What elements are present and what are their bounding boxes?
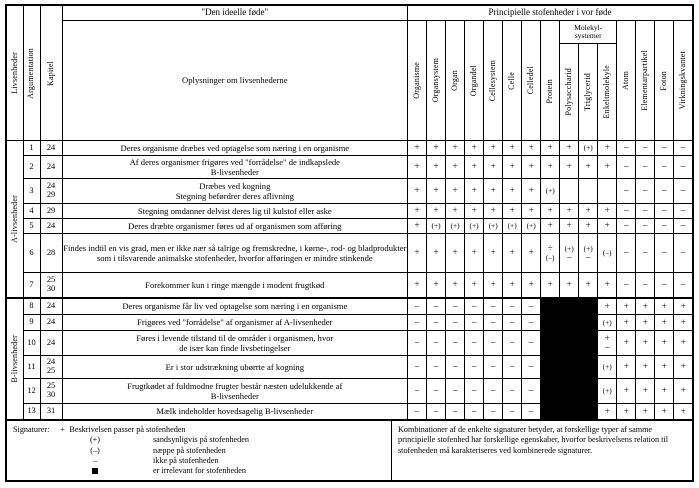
mark: + (617, 356, 636, 379)
mark-blocked (541, 315, 560, 331)
mark: + (465, 234, 484, 273)
legend-row (13, 466, 385, 476)
row-kapitel: 25 30 (40, 273, 62, 299)
mark: + (598, 404, 617, 421)
mark: – (503, 379, 522, 404)
mark: – (636, 179, 655, 204)
mark: + (636, 404, 655, 421)
mark: – (617, 156, 636, 179)
mark-blocked (541, 379, 560, 404)
mark: (+) (503, 219, 522, 234)
mark: – (408, 356, 427, 379)
mark: – (408, 379, 427, 404)
mark: + (674, 404, 693, 421)
mark: + (465, 204, 484, 219)
mark: – (446, 379, 465, 404)
mark: + (617, 298, 636, 315)
mark: – (674, 204, 693, 219)
col-organdel: Organdel (465, 21, 484, 141)
header-row-top (6, 5, 693, 21)
row-no: 5 (23, 219, 40, 234)
row-text: Stegning omdanner delvist deres lig til kulstof eller aske (62, 204, 407, 219)
mark: – (427, 404, 446, 421)
mark: – (655, 156, 674, 179)
mark: + (636, 315, 655, 331)
row-no: 6 (23, 234, 40, 273)
mark: + (522, 141, 541, 156)
row-kapitel: 24 29 (40, 179, 62, 204)
mark: – (617, 141, 636, 156)
row-kapitel: 24 25 (40, 356, 62, 379)
row-no: 13 (23, 404, 40, 421)
mark: (+) (484, 219, 503, 234)
table-row (6, 315, 693, 331)
row-kapitel: 24 (40, 298, 62, 315)
row-no: 10 (23, 331, 40, 356)
mark: + (522, 179, 541, 204)
row-kapitel: 24 (40, 156, 62, 179)
mark: + (408, 273, 427, 299)
mark-blocked (579, 356, 598, 379)
mark: + (465, 179, 484, 204)
mark: + (541, 141, 560, 156)
legend-symbol: + (60, 425, 65, 434)
mark: – (503, 298, 522, 315)
mark: ÷ (–) (541, 234, 560, 273)
mark: – (427, 331, 446, 356)
mark-blocked (541, 298, 560, 315)
mark: + (674, 298, 693, 315)
legend-text: Beskrivelsen passer på stofenheden (69, 425, 186, 434)
header-kapitel: Kapitel (40, 5, 62, 141)
mark: – (636, 219, 655, 234)
mark: + (446, 204, 465, 219)
row-kapitel: 24 (40, 315, 62, 331)
mark: + (503, 204, 522, 219)
legend-text: ikke på stofenheden (153, 455, 219, 465)
table-row (6, 404, 693, 421)
mark: + (408, 141, 427, 156)
col-cellesystem: Cellesystem (484, 21, 503, 141)
mark: (+) (598, 356, 617, 379)
row-text: Findes indtil en vis grad, men er ikke nær så talrige og fremskredne, i kørne-, rod- og bladprodukter som i tilsvarende animalske stofenheder, hvorfor afføringen er mindre stinkende (62, 234, 407, 273)
mark: + (484, 273, 503, 299)
col-celledel: Celledel (522, 21, 541, 141)
mark: + (655, 379, 674, 404)
mark-blocked (579, 379, 598, 404)
mark: + (503, 156, 522, 179)
mark: + (636, 379, 655, 404)
legend-signatures (7, 421, 392, 480)
legend-row (13, 435, 385, 445)
row-text: Forekommer kun i ringe mængde i modent frugtkød (62, 273, 407, 299)
row-kapitel: 29 (40, 204, 62, 219)
col-organ: Organ (446, 21, 465, 141)
row-kapitel: 24 (40, 141, 62, 156)
mark: + (408, 234, 427, 273)
mark: + (636, 331, 655, 356)
mark: (+) (598, 379, 617, 404)
mark: + (408, 179, 427, 204)
mark: – (617, 273, 636, 299)
legend-row (13, 425, 385, 435)
mark: – (484, 331, 503, 356)
mark-blocked (579, 404, 598, 421)
mark: + (522, 234, 541, 273)
row-no: 1 (23, 141, 40, 156)
row-text: Er i stor udstrækning ubørrte af kogning (62, 356, 407, 379)
mark: (+) – (579, 234, 598, 273)
mark-blocked (579, 298, 598, 315)
col-polysaccharid: Polysaccharid (560, 44, 579, 141)
mark: + (446, 273, 465, 299)
mark: – (503, 356, 522, 379)
mark: – (674, 234, 693, 273)
mark: + (484, 156, 503, 179)
mark: + (427, 156, 446, 179)
mark: – (636, 156, 655, 179)
mark: – (465, 404, 484, 421)
mark: + (408, 204, 427, 219)
col-protein: Protein (541, 44, 560, 141)
mark: + (541, 204, 560, 219)
row-kapitel: 24 (40, 219, 62, 234)
mark: (+) (598, 315, 617, 331)
mark: (+) (446, 219, 465, 234)
header-argumentation: Argumentation (23, 5, 40, 141)
mark: + (617, 404, 636, 421)
mark: + (598, 141, 617, 156)
mark: – (408, 298, 427, 315)
table-row (6, 356, 693, 379)
mark: + (655, 356, 674, 379)
mark: + (541, 219, 560, 234)
mark (560, 179, 579, 204)
mark: (–) (598, 234, 617, 273)
mark: + (427, 273, 446, 299)
row-no: 4 (23, 204, 40, 219)
table-row (6, 234, 693, 273)
mark: – (655, 273, 674, 299)
mark: – (636, 141, 655, 156)
mark: – (617, 234, 636, 273)
mark: + (427, 234, 446, 273)
mark: + (484, 234, 503, 273)
mark: – (427, 315, 446, 331)
row-kapitel: 25 30 (40, 379, 62, 404)
mark: + (484, 179, 503, 204)
mark: – (484, 298, 503, 315)
mark: – (655, 234, 674, 273)
col-organisme: Organisme (408, 21, 427, 141)
row-no: 7 (23, 273, 40, 299)
mark: – (674, 273, 693, 299)
mark: + (674, 331, 693, 356)
mark-blocked (560, 315, 579, 331)
mark: – (408, 404, 427, 421)
mark: + (655, 404, 674, 421)
mark: + (484, 204, 503, 219)
mark: – (446, 404, 465, 421)
mark: + (617, 379, 636, 404)
legend-symbol: (+) (89, 435, 101, 445)
mark: + (598, 156, 617, 179)
mark-blocked (541, 404, 560, 421)
row-kapitel: 28 (40, 234, 62, 273)
header-ideelle-fode: "Den ideelle føde" (62, 5, 407, 21)
mark: – (617, 179, 636, 204)
mark: – (446, 298, 465, 315)
mark: – (674, 156, 693, 179)
table-row (6, 179, 693, 204)
row-no: 12 (23, 379, 40, 404)
mark: + (541, 273, 560, 299)
mark: – (674, 179, 693, 204)
col-elementarpartikel: Elementarpartikel (636, 21, 655, 141)
table-row (6, 204, 693, 219)
mark: – (617, 219, 636, 234)
col-atom: Atom (617, 21, 636, 141)
mark: + (598, 273, 617, 299)
col-celle: Celle (503, 21, 522, 141)
mark: (+) (427, 219, 446, 234)
row-text: Frigøres ved "forrådelse" af organismer af A-livsenheder (62, 315, 407, 331)
legend-note: Kombinationer af de enkelte signaturer betyder, at forskellige typer af samme principielle stofenhed har forskellige egenskaber, hvorfor beskrivelsens relation til stofenheden må karakteriseres ved kombinerede signaturer. (398, 425, 668, 455)
mark: – (503, 331, 522, 356)
group-b-label: B-livsenheder (6, 298, 23, 420)
mark-blocked (560, 379, 579, 404)
main-table (5, 4, 694, 421)
mark: – (484, 315, 503, 331)
mark (579, 179, 598, 204)
row-text: Føres i levende tilstand til de områder i organismen, hvor de især kan finde livsbetingelser (62, 331, 407, 356)
row-no: 3 (23, 179, 40, 204)
mark: + (674, 356, 693, 379)
legend-symbol: (–) (90, 445, 100, 455)
mark: + (655, 331, 674, 356)
mark: + (522, 273, 541, 299)
mark: – (427, 379, 446, 404)
group-a-label: A-livsenheder (6, 141, 23, 299)
legend-text: næppe på stofenheden (153, 445, 226, 455)
row-no: 8 (23, 298, 40, 315)
mark: + (408, 156, 427, 179)
mark: – (636, 234, 655, 273)
row-text: Dræbes ved kogning Stegning beførdrer deres aflivning (62, 179, 407, 204)
mark: – (655, 219, 674, 234)
mark: – (503, 404, 522, 421)
mark: + (465, 156, 484, 179)
table-row (6, 156, 693, 179)
mark-blocked (560, 298, 579, 315)
mark: + (446, 234, 465, 273)
row-text: Deres dræbte organismer føres ud af organismen som afføring (62, 219, 407, 234)
mark: – (522, 331, 541, 356)
mark: + (446, 179, 465, 204)
mark: – (465, 356, 484, 379)
legend-symbol: Signaturer: (13, 425, 50, 434)
row-kapitel: 31 (40, 404, 62, 421)
row-text: Mælk indeholder hovedsagelig B-livsenheder (62, 404, 407, 421)
mark: – (503, 315, 522, 331)
mark: + (560, 141, 579, 156)
mark: + (465, 273, 484, 299)
legend-row (13, 446, 385, 456)
mark: + – (598, 331, 617, 356)
mark: – (522, 379, 541, 404)
mark (598, 179, 617, 204)
row-text: Frugtkødet af fuldmodne frugter består næsten udelukkende af B-livsenheder (62, 379, 407, 404)
mark: + (598, 204, 617, 219)
header-principielle: Principielle stofenheder i vor føde (408, 5, 693, 21)
mark: – (465, 331, 484, 356)
table-row (6, 273, 693, 299)
spacer-protein-top (541, 21, 560, 44)
row-kapitel: 24 (40, 331, 62, 356)
mark: – (636, 204, 655, 219)
mark: – (446, 331, 465, 356)
mark: – (427, 298, 446, 315)
mark: – (446, 356, 465, 379)
mark-blocked (560, 404, 579, 421)
mark-blocked (579, 331, 598, 356)
mark: + (636, 356, 655, 379)
mark: + (579, 156, 598, 179)
header-livsenheder: Livsenheder (6, 5, 23, 141)
mark: + (579, 273, 598, 299)
mark: + (579, 219, 598, 234)
mark: + (522, 156, 541, 179)
table-row (6, 379, 693, 404)
mark: – (522, 404, 541, 421)
legend-block (5, 421, 694, 482)
legend-text: er irrelevant for stofenheden (153, 466, 246, 475)
mark: + (427, 179, 446, 204)
mark: + (484, 141, 503, 156)
mark: + (674, 379, 693, 404)
mark: – (465, 379, 484, 404)
mark-blocked (560, 331, 579, 356)
table-row (6, 331, 693, 356)
mark: (+) (465, 219, 484, 234)
mark: + (655, 315, 674, 331)
mark: – (408, 315, 427, 331)
col-virkningskvantet: Virkningskvantet (674, 21, 693, 141)
mark: – (655, 204, 674, 219)
mark: – (484, 356, 503, 379)
mark: – (484, 404, 503, 421)
mark: + (617, 331, 636, 356)
mark: – (674, 219, 693, 234)
row-no: 11 (23, 356, 40, 379)
mark: + (655, 298, 674, 315)
mark: – (522, 356, 541, 379)
legend-symbol: – (92, 455, 98, 465)
mark: + (560, 273, 579, 299)
legend-symbol-square (83, 466, 107, 476)
mark: (+) (522, 219, 541, 234)
mark: + (503, 179, 522, 204)
mark-blocked (541, 356, 560, 379)
legend-text: sandsynligvis på stofenheden (153, 435, 249, 445)
mark: + (503, 273, 522, 299)
mark: + (446, 156, 465, 179)
mark: + (446, 141, 465, 156)
table-row (6, 298, 693, 315)
mark: – (636, 273, 655, 299)
mark: – (522, 315, 541, 331)
mark: + (560, 156, 579, 179)
mark: + (541, 156, 560, 179)
mark: – (465, 315, 484, 331)
mark-blocked (579, 315, 598, 331)
mark: (+) (579, 141, 598, 156)
mark: + (408, 219, 427, 234)
row-text: Af deres organismer frigøres ved "forrådelse" de indkapslede B-livsenheder (62, 156, 407, 179)
mark: – (465, 298, 484, 315)
mark: + (636, 298, 655, 315)
row-text: Deres organisme dræbes ved optagelse som næring i en organisme (62, 141, 407, 156)
col-enkeltmolekyle: Enkeltmolekyle (598, 44, 617, 141)
mark: + (427, 141, 446, 156)
mark: + (579, 204, 598, 219)
mark: (+) (541, 179, 560, 204)
mark-blocked (541, 331, 560, 356)
col-triglycerid: Triglycerid (579, 44, 598, 141)
row-no: 2 (23, 156, 40, 179)
mark: + (465, 141, 484, 156)
mark: + (617, 315, 636, 331)
table-row (6, 219, 693, 234)
mark: – (484, 379, 503, 404)
row-text: Deres organisme får liv ved optagelse som næring i en organisme (62, 298, 407, 315)
mark: + (522, 204, 541, 219)
mark: + (560, 219, 579, 234)
table-row (6, 141, 693, 156)
mark: + (598, 219, 617, 234)
mark: + (674, 315, 693, 331)
mark: – (446, 315, 465, 331)
mark: (+) – (560, 234, 579, 273)
legend-row (13, 456, 385, 466)
header-molekylsystemer: Molekyl- systemer (560, 21, 617, 44)
mark: + (503, 141, 522, 156)
mark: – (617, 204, 636, 219)
mark-blocked (560, 356, 579, 379)
mark: – (655, 179, 674, 204)
mark: + (560, 204, 579, 219)
mark: – (408, 331, 427, 356)
mark: + (427, 204, 446, 219)
mark: – (522, 298, 541, 315)
mark: – (655, 141, 674, 156)
mark: + (503, 234, 522, 273)
col-foton: Foton (655, 21, 674, 141)
mark: + (598, 298, 617, 315)
mark: – (674, 141, 693, 156)
col-organsystem: Organsystem (427, 21, 446, 141)
header-oplysninger: Oplysninger om livsenhederne (62, 21, 407, 141)
header-row-mol (6, 21, 693, 44)
row-no: 9 (23, 315, 40, 331)
mark: – (427, 356, 446, 379)
